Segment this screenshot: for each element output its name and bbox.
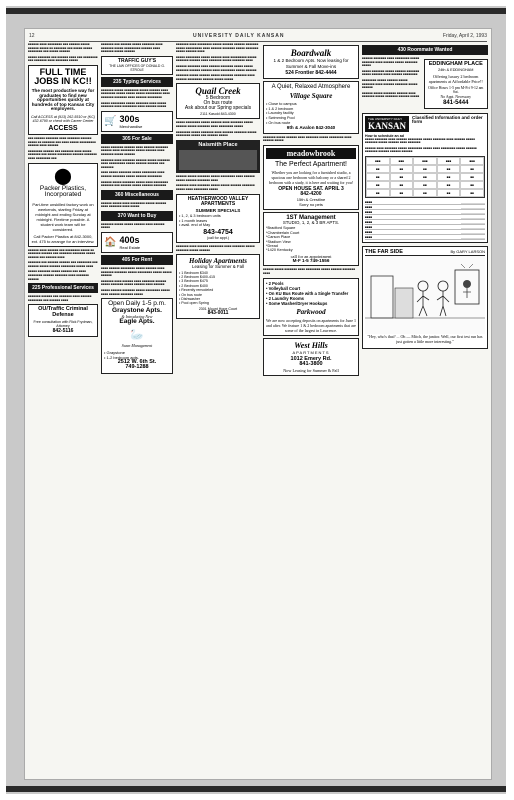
graystone-address: 2512 W. 6th St. bbox=[117, 358, 157, 365]
classified-text-block: ■■■■■■ ■■■■■ ■■■■ ■■■■■■■■ ■■■■■ ■■■■■■ ■■■■ ■■■■■■■ ■■■■ ■■■■■ bbox=[101, 200, 167, 209]
eddingham-ad bbox=[424, 59, 489, 109]
classified-deadline: How to schedule an ad bbox=[365, 133, 404, 138]
classified-title: Classified Information and order form bbox=[412, 114, 483, 125]
westhills-phone: 841-3800 bbox=[299, 361, 323, 368]
quail-creek-ad bbox=[176, 83, 260, 119]
traffic-phone: 842-5116 bbox=[52, 328, 74, 335]
section-want-to-buy: 370 Want to Buy bbox=[101, 211, 173, 221]
shopping-cart-icon: 🛒 bbox=[104, 115, 117, 127]
holiday-item: • On bus route bbox=[179, 292, 203, 297]
holiday-item: • 2 Bedroom $400 bbox=[179, 283, 208, 288]
classified-order-form bbox=[362, 113, 488, 243]
quail-title: Quail Creek bbox=[195, 86, 241, 97]
merchandise-label: Merchandise bbox=[119, 123, 143, 129]
classified-text-block: ■■■■■■ ■■■■ ■■■■■■ ■■■ ■■■■■■■■ ■■■■■ ■■ ■■■■■■■ ■■■■■■ ■■■ ■■■■■■■ ■■■■■■■ ■■■■■ ■■■■■■ ■■■ ■■■■■■ ■■■■ ■■■■■■■ ■■■ ■■■■■■ ■■■■■■ ■■■ ■■■■■■■■ ■■■ ■■■■■■ ■■■■■ ■■■■■■ ■■■■■■■■ ■■■■■ ■■■■ ■■■■■ ■■■■■■■ ■■■■■ ■■■■■■ ■■■ ■■■■ ■■■■■■■■ ■■■■■■ ■■■■■■■ ■■■■ ■■■■■■■ ■■■■■■ bbox=[28, 247, 98, 281]
openhouse-title: Open Daily 1-5 p.m. bbox=[108, 300, 166, 308]
classified-text-block: ■■■■■■ ■■■■ ■■■■■■■■ ■■■ ■■■■■■ ■■■■■ ■■■■■■ ■■■■■ ■■ ■■■■■■■ ■■■ ■■■■■ ■■■■■ ■■■■■■■■ ■■■ ■■■■■ ■■■■■■ ■■■■■ ■■■■■■■ ■■■ ■■■■■■ ■■■■ ■■■ ■■■■■■■■ ■■■ ■■■■■■■ ■■■■ ■■■■■■■ ■■■■■ bbox=[28, 43, 98, 63]
meadowbrook-title: The Perfect Apartment! bbox=[275, 160, 347, 168]
farside-caption: "Hey, who's that? ... Oh — Mitch, the janitor. Well, our first test run has just gotten a little more interesting." bbox=[367, 334, 483, 344]
merchandise-number: 300s bbox=[119, 113, 140, 124]
housing-label: Real Estate bbox=[119, 245, 141, 251]
firstmgmt-title: 1ST Management bbox=[286, 214, 336, 221]
village-address: 9th & Avalon 842-3040 bbox=[286, 125, 336, 131]
firstmgmt-item: *Chamberlain Court bbox=[266, 230, 300, 235]
westhills-title: West Hills bbox=[294, 340, 328, 350]
heatherwood-phone: 843-4754 bbox=[203, 228, 233, 236]
holiday-item: • Recently remodeled bbox=[179, 288, 214, 293]
packer-call: Call Packer Plastics at 842-3000, ext. 475 to arrange for an interview. bbox=[31, 233, 95, 244]
classified-masthead: KANSAN bbox=[368, 120, 407, 131]
eddingham-hours: Office Hours 1-5 pm M-Fri 9-12 am Sat. bbox=[428, 85, 484, 95]
boardwalk-phone: 524 Frontier 842-4444 bbox=[285, 70, 337, 77]
house-icon: 🏠 bbox=[104, 237, 117, 249]
swan-logo-icon: 🦢 bbox=[130, 328, 144, 341]
village-item: • Swimming Pool bbox=[266, 115, 295, 120]
housing-header bbox=[101, 232, 173, 253]
fulltime-call: Call ACCESS at (913) 262-5510 or (KC) 432-6790 or check with Career Center bbox=[31, 114, 95, 123]
merchandise-header bbox=[101, 111, 173, 132]
heatherwood-special: SUMMER SPECIALS bbox=[195, 207, 241, 213]
classified-text-block: ■■■■ ■■■■■■ ■■■■■■■■ ■■■■■ ■■■■■■ ■■■■ ■■■■■■■ ■■■■■■■ ■■■■■ ■■■■■■■■ ■■■■■ ■■■■■ ■■■■■■ ■■■■■■■ ■■■■ ■■■■■■ ■■■■ ■■■■■■■ ■■■■■■ ■■■■■ ■■■■■■■ ■■■■■ ■■■■■■ ■■■■ ■■■■■■ ■■■■■ ■■■■■■ ■■■■■■■ ■■■■■ ■■■■■■■■ ■■■■■ ■■■■ ■■■■■■ ■■■■■■■ ■■■■■ bbox=[101, 266, 172, 296]
firstmgmt-phone: M-F 1-5 749-1556 bbox=[292, 257, 330, 263]
holiday-title: Holiday Apartments bbox=[189, 257, 247, 266]
page-header bbox=[29, 31, 487, 42]
meadowbrook-phone: 842-4200 bbox=[300, 190, 322, 197]
heatherwood-title: HEATHERWOOD VALLEY APARTMENTS bbox=[187, 195, 249, 207]
classified-masthead-top: THE UNIVERSITY DAILY bbox=[368, 116, 403, 121]
newspaper-page bbox=[24, 28, 492, 780]
traffic-guys-ad bbox=[101, 56, 173, 75]
heatherwood-call: (call for appt.) bbox=[207, 235, 229, 240]
newspaper-sheet bbox=[6, 6, 506, 794]
naismith-place-ad bbox=[176, 140, 260, 174]
graystone-baths: • 1-2 bedroom apts. bbox=[104, 354, 139, 360]
classified-text-block: ■■■■■ ■■■■■■■ ■■■■■■ ■■■■ ■■■■■■ ■■■■■■■ ■■■■■■ ■■■■ ■■■■■■■■ ■■■■■ ■■■■■■ ■■■■ ■■■■■■■ ■■■■■ ■■■■■■ ■■■■■■■ ■■■■ ■■■■■■■ ■■■■■■ ■■■■■ ■■■■■■■ ■■■■ ■■■■■■■■■ ■■■■■ ■■■■■■ ■■■■■■ ■■■ ■■■■■■■ ■■■■ ■■■■■ ■■■■■■■ ■■■■■ ■■■■■■■■ ■■■■ ■■■■■■ ■■■■■■■ ■■■■■ ■■■■■■ ■■■■■■■■ ■■■■■■ ■■■■■ ■■■■■■■ ■■■■■ ■■■■ ■■■■■■■■ ■■■■■■■ ■■■ ■■■■■■ ■■■■■ ■■■■■■ ■■■■■■■ bbox=[101, 144, 170, 188]
section-roommate-wanted: 430 Roommate Wanted bbox=[362, 45, 488, 55]
eddingham-title: EDDINGHAM PLACE bbox=[428, 61, 483, 67]
holiday-apartments-ad bbox=[176, 254, 260, 319]
classified-text-block: ■■■■■■■ ■■■ ■■■■■■ ■■■■■ ■■■■■■■ ■■■■ ■■■■■■■ ■■■■■ ■■■■■■■■■ ■■■■■■ ■■■■ ■■■■■■■ ■■■■■ ■■■■■■ bbox=[101, 43, 163, 54]
openhouse-intro: & Introducing New bbox=[121, 314, 153, 320]
classified-text-block: ■■■ ■■■■■■ ■■■■■■■ ■■■■ ■■■■■■■ ■■■■■■ ■■■■■ ■■ ■■■■■■■ ■■■ ■■■■ ■■■■■ ■■■■■■■■■ ■■■■■■ ■■■■ ■■■■■■ ■■■■■■■■ ■■■■■■ ■■■ ■■■■■■■ ■■■■ ■■■■■ ■■■■■■■ ■■■ ■■■■■ ■■■■■■■■ ■■■■■■ ■■■■■■■ ■■■■ ■■■■■■■■ ■■■ bbox=[28, 135, 97, 160]
firstmgmt-call: call for an appointment bbox=[290, 253, 332, 259]
page-date: Friday, April 2, 1993 bbox=[442, 33, 487, 39]
graystone-ad bbox=[101, 298, 173, 374]
packer-logo-icon: ⬤ bbox=[54, 167, 72, 185]
section-professional: 225 Professional Services bbox=[28, 283, 98, 293]
form-line[interactable]: ■■■■ ________________ bbox=[365, 235, 485, 240]
village-logo: Village Square bbox=[289, 92, 333, 101]
firstmgmt-item: *1420 Kentucky bbox=[266, 248, 293, 253]
quail-address: 2111 Kasold 843-4300 bbox=[200, 112, 236, 117]
eddingham-offer: Offering luxury 2 bedroom apartments at Affordable Price!! bbox=[428, 73, 483, 84]
traffic-guys-sub: THE LAW OFFICES OF DONALD G. STROLE bbox=[109, 63, 165, 72]
classified-text-block: ■■■■■■ ■■■■■ ■■■■■■■ ■■■■■ ■■■■■■■■ ■■■■ ■■■■■■ ■■■■■ ■■■■■■ ■■■■■■■ ■■■■ ■■■■■■■ ■■■■ ■■■■■■■ ■■■■■ ■■■■■ ■■■■■■ ■■■■■■■ ■■■■■ ■■■■ ■■■■■■■■ ■■■■■ bbox=[176, 174, 255, 191]
section-for-sale: 305 For Sale bbox=[101, 134, 173, 144]
quail-rent: On bus route bbox=[203, 100, 233, 107]
heatherwood-item: • avail. end of May bbox=[179, 223, 211, 228]
westhills-address: 1012 Emery Rd. bbox=[290, 355, 332, 362]
farside-drawing bbox=[365, 256, 485, 334]
form-line[interactable]: ■■■■ ________________ bbox=[365, 230, 485, 235]
quail-ask: Ask about our Spring specials bbox=[184, 105, 252, 112]
form-line[interactable]: ■■■■ ________________ bbox=[365, 210, 485, 215]
classified-text-block: ■■■■■■■ ■■■■ ■■■■■■■■ ■■■■■ ■■■■■■ ■■■■■■ ■■■■■■■ ■■■■■ ■■■■■■■■■ ■■■■ ■■■■■■ ■■■■■■■ ■■■■■ ■■■■■■■ ■■■■■ ■■■■■■ ■■■■ ■■■■■ ■■■■■■■■ ■■■■■ ■■■■■■ ■■■■ ■■■■■■■■■ ■■■■■ ■■■■■■■ ■■■■■■ ■■■■ ■■■■■■■ ■■■■■ ■■■■■■■ ■■■■ ■■■■■■ ■■■■■■■ ■■■■ ■■■■■■ ■■■■■■■ ■■■■■ ■■■■■ ■■■■■■■ ■■■■■■ ■■■■■■ ■■■■ ■■■■■■■■ ■■■■■ ■■■■■■ ■■■■■■■ ■■■■■ ■■■■■■ ■■■■■ ■■■■■■■ ■■■■■■■ ■■■■ ■■■■■■ ■■■■■■■■ ■■■■■■ ■■■■■ ■■■■■ bbox=[176, 43, 259, 81]
boardwalk-ad bbox=[263, 45, 359, 79]
naismith-photo bbox=[179, 150, 257, 170]
graystone-line: • Graystone bbox=[104, 349, 125, 355]
fulltime-title: FULL TIME JOBS IN KC!! bbox=[34, 66, 92, 86]
traffic-sub: Free consultation with Rick Frydman, Attorney bbox=[33, 320, 93, 329]
graystone-phone: 749-1288 bbox=[125, 364, 149, 371]
classified-text-block: ■■■■■■ ■■■■■ ■■■■■■■ ■■■■ ■■■■■■■■ ■■■■■ ■■■■■■ ■■■■■■■ ■■■■ bbox=[263, 267, 356, 275]
column-5 bbox=[362, 43, 488, 775]
film-edge-top bbox=[6, 8, 506, 14]
firstmgmt-item: *Carson Place bbox=[266, 235, 291, 240]
village-item: • 1 & 2 bedroom bbox=[266, 106, 294, 111]
classified-text-block: ■■■■■■■ ■■■■■■ ■■■ ■■■■■■■ ■■■■ ■■■■■■ ■■■■■■■■ ■■■ ■■■■■■ ■■■■ bbox=[28, 294, 92, 302]
meadowbrook-logo: meadowbrook bbox=[266, 148, 356, 159]
eddingham-phone: 841-5444 bbox=[443, 99, 469, 106]
west-hills-ad bbox=[263, 338, 359, 376]
meadowbrook-note: Sorry no pets bbox=[299, 201, 323, 207]
heatherwood-ad bbox=[176, 194, 260, 243]
classified-text-block: ■■■■■■ ■■■■■■■ ■■■■ ■■■■■■■■ ■■■■■ ■■■■■■■ ■■■■ ■■■■■■ ■■■■■ ■■■■■■■ ■■■■■ ■■■■■ ■■■■■■■ ■■■■■ ■■■■■■ ■■■■■■■ ■■■■■ ■■■■■■ ■■■■ ■■■■■■ ■■■■■■■■ ■■■■■■■■ ■■■■■ ■■■■■■ ■■■■■ ■■■■■■■ ■■■■ ■■■■■■ ■■■■■■■ ■■■■■ ■■■■■■ ■■■■■■ ■■■■■ ■■■■■■■ ■■■■■■ ■■■■ ■■■■■■■ ■■■■■ ■■■■■■■ ■■■■■■ ■■■■■ bbox=[362, 56, 420, 99]
classified-text-block: ■■■■■ ■■■■■■■■ ■■■■■ ■■■■■■ ■■■■ ■■■■■■■ ■■■■■ ■■■■■■ ■■■■■ ■■■■■■■ ■■■■ ■■■■■■■■ ■■■■■ ■■■■■■■■ ■■■■■ ■■■■■■■ ■■■■ ■■■■■■ ■■■■■■■ ■■■■■ ■■■■■■■■ ■■■■■ ■■■ ■■■■■■ ■■■■■ bbox=[176, 120, 257, 138]
eddingham-appt: No Appt. Necessary bbox=[440, 94, 471, 99]
firstmgmt-item: *Dread bbox=[266, 243, 278, 248]
parkwood-body: We are now accepting deposits on apartments for June 1 and after. We feature 1 & 2 bedroom apartments that are some of the largest in Lawrence. bbox=[266, 317, 356, 333]
page-number: 12 bbox=[29, 33, 35, 39]
openhouse-name: Graystone Apts. bbox=[112, 306, 162, 314]
form-line[interactable]: ■■■■ ________________ bbox=[365, 225, 485, 230]
classified-text-block: ■■■■■■■ ■■■■■ ■■■■■■■■ ■■■■■ ■■■■■■ ■■■■ ■■■■■■■■ ■■■■■ ■■■■■ ■■■■■ ■■■■■■■■■ ■■■■ ■■■■■■■ ■■■■■■■ ■■■■ ■■■■■■ ■■■■■■■■ ■■■■■ ■■■■■■■■ ■■■■■ ■■■■■■■ ■■■■ ■■■■■ ■■■■■■■ ■■■■ ■■■■■■■■ ■■■■ ■■■■■■ ■■■■■ bbox=[101, 87, 170, 109]
parkwood-item: • 2 Laundry Rooms bbox=[266, 295, 304, 301]
eddingham-sub: 24th & EDDINGHAM bbox=[438, 67, 474, 72]
meadowbrook-address: 15th & Crestline bbox=[296, 196, 326, 202]
heatherwood-item: • 1 month leases bbox=[179, 218, 208, 223]
film-edge-bottom bbox=[6, 786, 506, 792]
parkwood-ad bbox=[263, 278, 359, 336]
traffic-guys-title: TRAFFIC GUY'S bbox=[117, 57, 157, 64]
packer-body: Part-time unskilled factory work on weekends, starting Friday at midnight and ending Sunday at midnight. Flextime possible. A student work team will be considered. bbox=[32, 201, 94, 232]
quail-sub: 5 Bedroom bbox=[205, 95, 231, 102]
classified-form-text: ■■■■■ ■■■■■■■ ■■■■ ■■■■■■ ■■■■■■■■ ■■■■■ ■■■■■■■ ■■■■ ■■■■■■ ■■■■■ ■■■■■■■ ■■■■■ ■■■■■■ ■■■■ ■■■■■■■ ■■■■■■ ■■■■ ■■■■■■■ ■■■■■ ■■■■■■■■ ■■■■■ ■■■■ ■■■■■■■■ ■■■■■ ■■■■■■ ■■■■■■■ ■■■■■■ ■■■■■■ ■■■■■■ bbox=[365, 136, 477, 154]
fulltime-body: The most productive way for graduates to find new opportunities quickly at hundreds of top Kansas City employers. bbox=[31, 87, 95, 112]
column-1 bbox=[28, 43, 98, 775]
boardwalk-sub: 1 & 2 Bedroom Apts. Now leasing for Summer & Fall Move-ins bbox=[273, 58, 349, 69]
column-4 bbox=[263, 43, 359, 775]
section-typing: 235 Typing Services bbox=[101, 77, 173, 87]
column-3 bbox=[176, 43, 260, 775]
meadowbrook-open: OPEN HOUSE SAT. APRIL 3 bbox=[278, 185, 344, 192]
village-item: • Laundry facility bbox=[266, 111, 294, 116]
boardwalk-title: Boardwalk bbox=[290, 48, 332, 58]
holiday-phone: 843-0011 bbox=[207, 309, 229, 316]
farside-title: THE FAR SIDE bbox=[365, 249, 403, 256]
rate-table: ■■■ ■■■ ■■■ ■■■ ■■■ ■■ ■■ ■■ ■■ ■■ ■■ ■■ ■■ ■■ ■■ ■■ ■■ ■■ ■■ ■■ ■■ ■■ ■■ ■■ ■■ bbox=[365, 156, 485, 198]
holiday-item: • Pool open Spring bbox=[179, 301, 209, 306]
holiday-item: • 1 Bedroom $340 bbox=[179, 270, 208, 275]
section-for-rent: 405 For Rent bbox=[101, 255, 173, 265]
farside-author: By GARY LARSON bbox=[450, 249, 485, 255]
fulltime-jobs-ad bbox=[28, 65, 98, 135]
parkwood-item: • Volleyball Court bbox=[266, 285, 301, 291]
masthead-running: UNIVERSITY DAILY KANSAN bbox=[192, 33, 285, 39]
swan-name: Swan Management bbox=[121, 342, 153, 348]
village-square-ad bbox=[263, 81, 359, 134]
classified-text-block: ■■■■■■■ ■■■■■ ■■■■■ ■■■■■■ ■■■■ ■■■■■■ ■■■■■ bbox=[101, 221, 165, 230]
firstmgmt-item: *Bradford Square bbox=[266, 226, 296, 231]
far-side-cartoon bbox=[362, 246, 488, 349]
first-management-ad bbox=[263, 212, 359, 266]
holiday-item: • Dishwasher bbox=[179, 297, 201, 301]
eagle-name: Eagle Apts. bbox=[119, 318, 155, 326]
meadowbrook-body: Whether you are looking for a furnished studio, a spacious one bedroom with balcony or a shared 2 bedroom with a study, it is here and waiting for you! bbox=[268, 169, 354, 185]
classified-text-block: ■■■■■■■ ■■■■■ ■■■■■■ ■■■■ ■■■■■■■ ■■■■■ ■■■■■■■■ ■■■■ ■■■■■■ ■■■■■ bbox=[263, 134, 352, 143]
holiday-sub: Leasing for Summer & Fall bbox=[192, 264, 244, 270]
packer-plastics-ad bbox=[28, 163, 98, 247]
holiday-address: 2301 Mount Hope Court bbox=[198, 306, 238, 311]
westhills-lease: Now Leasing for Summer & Fall bbox=[283, 367, 339, 373]
village-item: • On bus route bbox=[266, 120, 291, 125]
westhills-sub: APARTMENTS bbox=[292, 349, 330, 355]
form-line[interactable]: ■■■■ ________________ bbox=[365, 205, 485, 210]
section-miscellaneous: 360 Miscellaneous bbox=[101, 190, 173, 200]
village-item: • Close to campus bbox=[266, 102, 297, 107]
village-title: A Quiet, Relaxed Atmosphere bbox=[271, 84, 351, 91]
heatherwood-item: • 1, 2, & 3 bedroom units bbox=[179, 214, 221, 219]
form-line[interactable]: ■■■■ ________________ bbox=[365, 215, 485, 220]
firstmgmt-sub: STUDIO, 1, 2, & 3 BR APTS. bbox=[282, 219, 340, 225]
holiday-item: • 2 Bedroom $400-415 bbox=[179, 274, 216, 279]
parkwood-title: Parkwood bbox=[296, 307, 326, 316]
form-line[interactable]: ■■■■ ________________ bbox=[365, 200, 485, 205]
naismith-title: Naismith Place bbox=[198, 141, 238, 148]
form-line[interactable]: ■■■■ ________________ bbox=[365, 220, 485, 225]
housing-number: 400s bbox=[119, 235, 140, 246]
packer-title: Packer Plastics, Incorporated bbox=[39, 184, 87, 198]
traffic-title: OU/Traffic Criminal Defense bbox=[38, 306, 88, 318]
classified-text-block: ■■■■■■■ ■■■■ ■■■■■■ ■■■■■■■■ ■■■■ ■■■■■■■ ■■■■■ ■■■■■■■ ■■■■■ ■■■■■■ bbox=[176, 243, 255, 252]
parkwood-item: • On KU Bus Route with a Single Transfer bbox=[266, 290, 349, 296]
access-logo: ACCESS bbox=[48, 124, 78, 132]
column-2 bbox=[101, 43, 173, 775]
parkwood-item: • Some Washer/Dryer Hookups bbox=[266, 300, 328, 306]
traffic-defense-ad bbox=[28, 304, 98, 337]
holiday-item: • 3 Bedroom $475 bbox=[179, 279, 208, 284]
parkwood-item: • 2 Pools bbox=[266, 280, 284, 286]
meadowbrook-ad bbox=[263, 145, 359, 210]
firstmgmt-item: *Stadium View bbox=[266, 239, 291, 244]
